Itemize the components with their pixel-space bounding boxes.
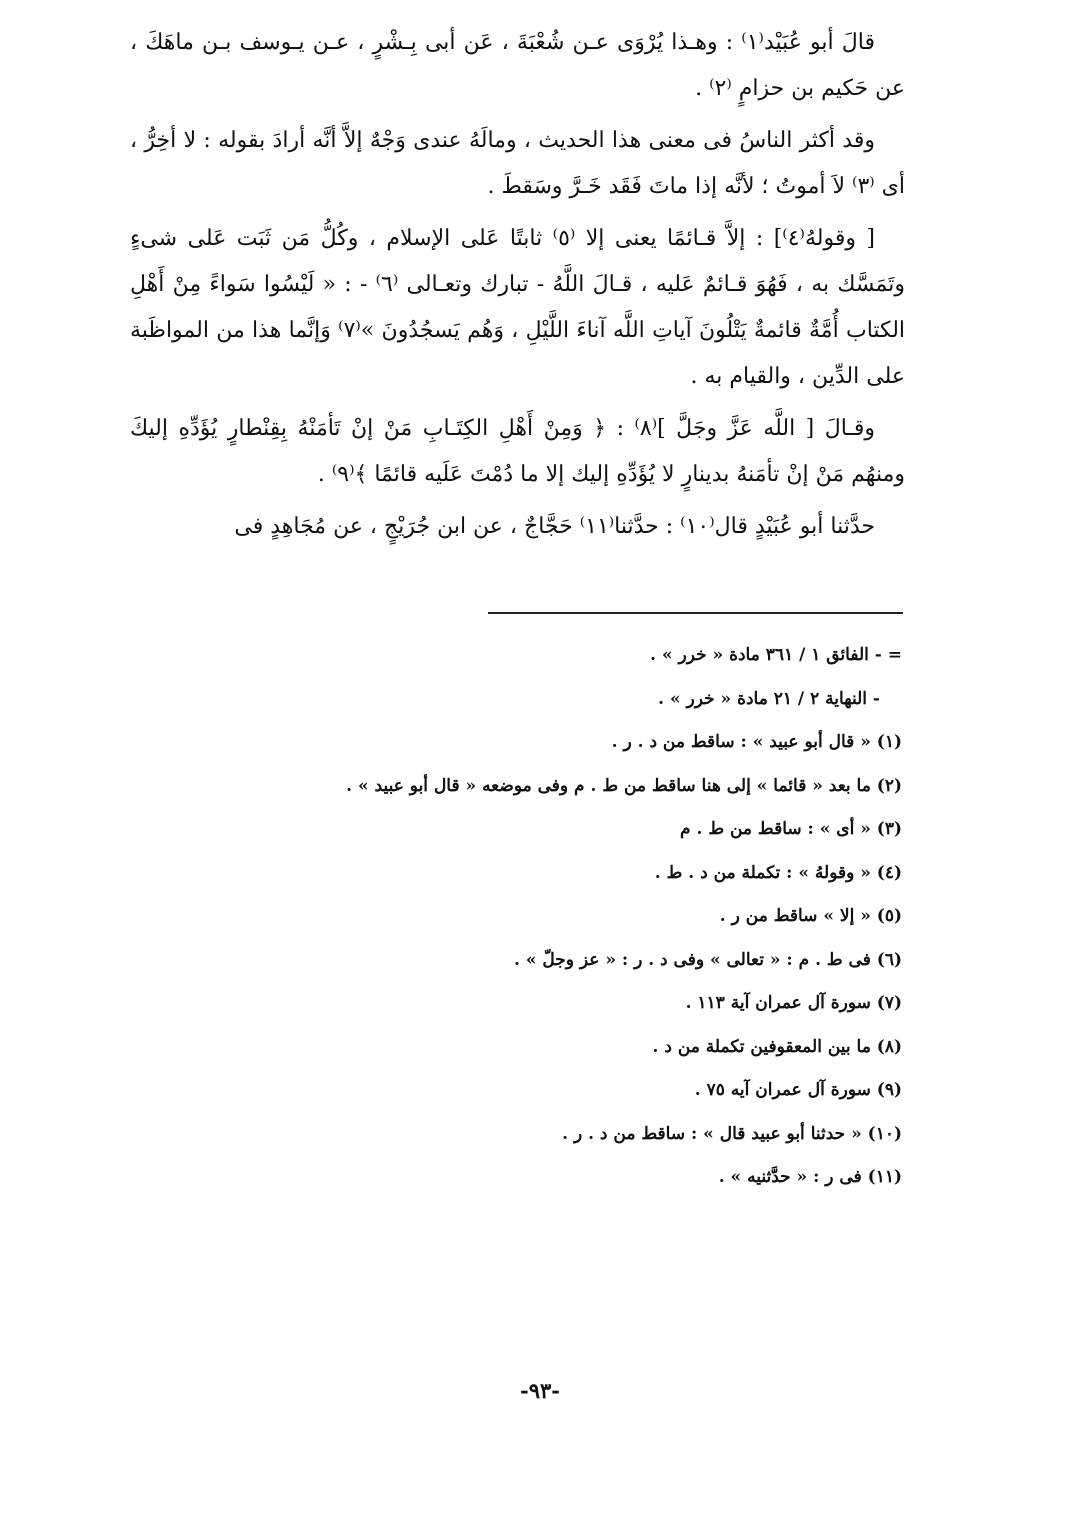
footnotes (190, 634, 902, 1200)
footnote: (٤) « وقولهُ » : تكملة من د . ط . (654, 862, 902, 883)
footnote: (٨) ما بين المعقوفين تكملة من د . (652, 1036, 902, 1057)
paragraph: قالَ أبو عُبَيْد⁽١⁾ : وهـذا يُرْوَى عـن شُعْبَةَ ، عَن أبى بِـشْرٍ ، عـن يـوسف بـن ماهَكَ ، عن حَكيم بن حزامٍ ⁽٢⁾ . (130, 30, 905, 101)
paragraph: وقد أكثر الناسُ فى معنى هذا الحديث ، ومالَهُ عندى وَجْهٌ إلاَّ أنَّه أرادَ بقوله : لا أخِرُّ ، أى ⁽٣⁾ لاَ أموتُ ؛ لأنَّه إذا ماتَ فَقَد خَـرَّ وسَقطَ . (130, 128, 905, 199)
page-number: -٩٣- (520, 1378, 560, 1403)
footnote-continuation: - النهاية ٢ / ٢١ مادة « خرر » . (658, 688, 880, 709)
footnote: (١١) فى ر : « حدَّثنيه » . (718, 1167, 902, 1187)
paragraph: حدَّثنا أبو عُبَيْدٍ قال⁽١٠⁾ : حدَّثنا⁽١١⁾ حَجَّاجٌ ، عن ابن جُرَيْجٍ ، عن مُجَاهِدٍ فى (234, 514, 875, 539)
footnote: (٦) فى ط . م : « تعالى » وفى د . ر : « عز وجلّ » . (514, 949, 902, 970)
footnote: (١٠) « حدثنا أبو عبيد قال » : ساقط من د . ر . (562, 1123, 902, 1144)
main-text (130, 20, 905, 556)
paragraph: وقـالَ [ اللَّه عَزَّ وجَلَّ ]⁽٨⁾ : ﴿ وَمِنْ أَهْلِ الكِتَـابِ مَنْ إنْ تَأمَنْهُ بِقِنْطارٍ يُؤَدِّهِ إليكَ ومنهُم مَنْ إنْ تأمَنهُ بدينارٍ لا يُؤَدِّهِ إليك إلا ما دُمْتَ عَلَيه قائمًا ﴾⁽٩⁾ . (130, 416, 905, 487)
footnote: (٧) سورة آل عمران آية ١١٣ . (685, 993, 902, 1013)
footnote: (٢) ما بعد « قائما » إلى هنا ساقط من ط . م وفى موضعه « قال أبو عبيد » . (346, 775, 902, 796)
paragraph: [ وقولهُ⁽٤⁾] : إلاَّ قـائمًا يعنى إلا ⁽٥⁾ ثابتًا عَلى الإسلام ، وكُلُّ مَن ثَبَت عَلى شىءٍ وتَمَسَّك به ، فَهُوَ قـائمٌ عَليه ، قـالَ اللَّهُ - تبارك وتعـالى ⁽٦⁾ - : « لَيْسُوا سَواءً مِنْ أَهْلِ الكتاب أُمَّةٌ قائمةٌ يَتْلُونَ آياتِ اللَّه آناءَ اللَّيْلِ ، وَهُم يَسجُدُونَ »⁽٧⁾ وَإنَّما هذا من المواظَبة على الدِّين ، والقيام به . (130, 226, 906, 389)
footnote-continuation: = - الفائق ١ / ٣٦١ مادة « خرر » . (650, 645, 902, 665)
footnote: (٩) سورة آل عمران آيه ٧٥ . (694, 1080, 902, 1100)
footnote-separator (488, 612, 903, 614)
footnote: (٥) « إلا » ساقط من ر . (719, 906, 902, 926)
footnote: (٣) « أى » : ساقط من ط . م (680, 819, 902, 839)
footnote: (١) « قال أبو عبيد » : ساقط من د . ر . (611, 732, 902, 752)
